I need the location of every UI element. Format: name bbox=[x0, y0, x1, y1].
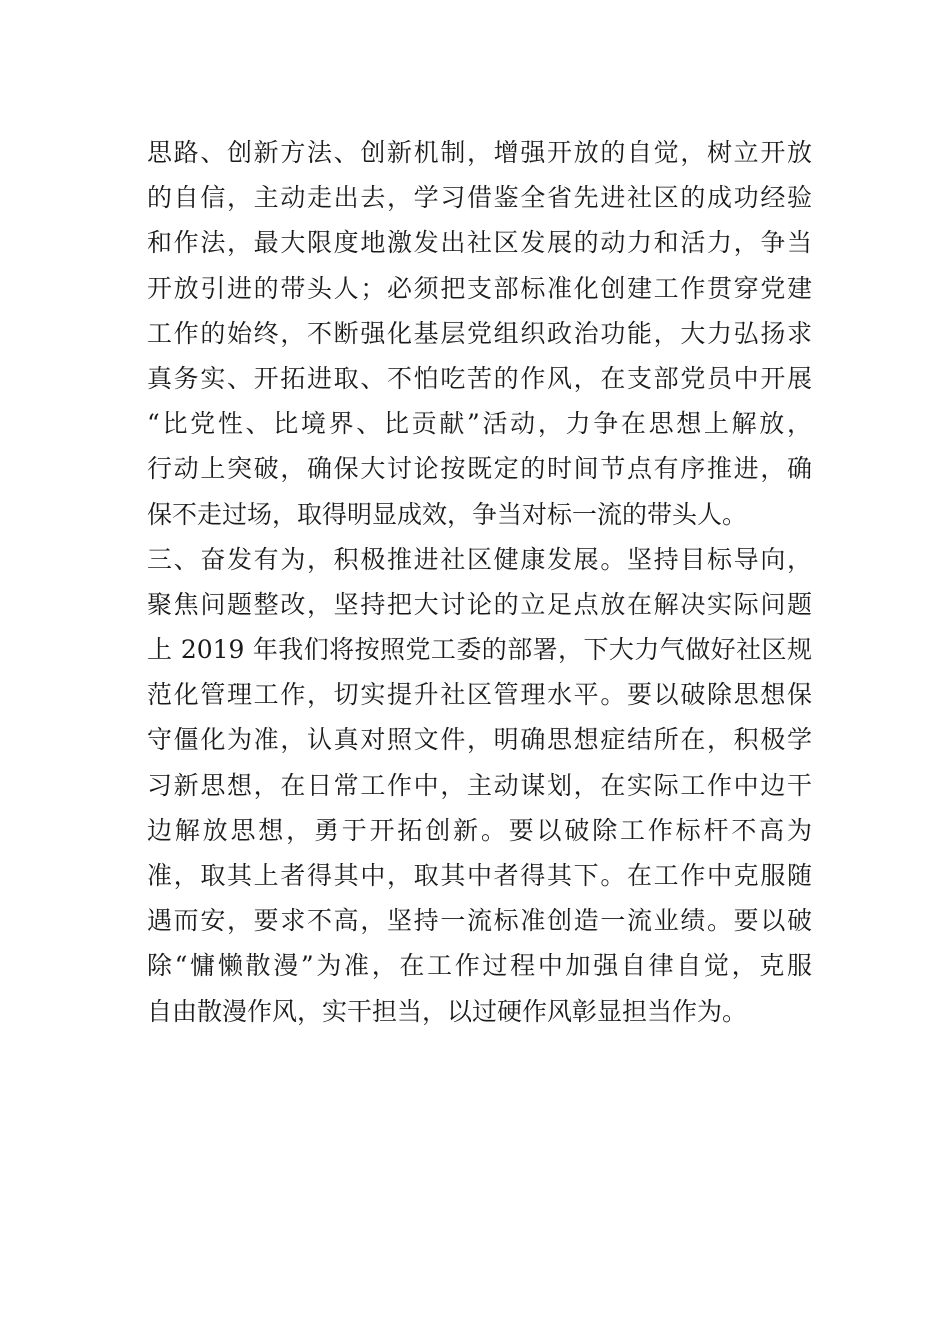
text-line: 聚焦问题整改，坚持把大讨论的立足点放在解决实际问题 bbox=[147, 589, 812, 619]
text-line: 真务实、开拓进取、不怕吃苦的作风，在支部党员中开展 bbox=[147, 363, 812, 393]
text-line: 和作法，最大限度地激发出社区发展的动力和活力，争当 bbox=[147, 228, 812, 258]
text-line: 工作的始终，不断强化基层党组织政治功能，大力弘扬求 bbox=[147, 318, 812, 348]
text-line: 上 2019 年我们将按照党工委的部署，下大力气做好社区规 bbox=[147, 635, 812, 665]
text-line: 开放引进的带头人；必须把支部标准化创建工作贯穿党建 bbox=[147, 273, 812, 303]
text-line: 保不走过场，取得明显成效，争当对标一流的带头人。 bbox=[147, 499, 748, 529]
body-text bbox=[147, 130, 812, 1034]
text-line: “比党性、比境界、比贡献”活动，力争在思想上解放， bbox=[147, 409, 812, 439]
text-line: 思路、创新方法、创新机制，增强开放的自觉，树立开放 bbox=[147, 138, 812, 167]
text-line: 守僵化为准，认真对照文件，明确思想症结所在，积极学 bbox=[147, 725, 812, 755]
text-line: 遇而安，要求不高，坚持一流标准创造一流业绩。要以破 bbox=[147, 906, 812, 936]
text-line: 的自信，主动走出去，学习借鉴全省先进社区的成功经验 bbox=[147, 183, 812, 213]
text-line: 范化管理工作，切实提升社区管理水平。要以破除思想保 bbox=[147, 680, 812, 710]
text-line: 自由散漫作风，实干担当，以过硬作风彰显担当作为。 bbox=[147, 996, 748, 1026]
text-line: 行动上突破，确保大讨论按既定的时间节点有序推进，确 bbox=[147, 454, 812, 484]
text-line: 准，取其上者得其中，取其中者得其下。在工作中克服随 bbox=[147, 861, 812, 890]
text-line: 除“慵懒散漫”为准，在工作过程中加强自律自觉，克服 bbox=[147, 951, 812, 981]
text-line: 习新思想，在日常工作中，主动谋划，在实际工作中边干 bbox=[147, 770, 812, 800]
text-line: 边解放思想，勇于开拓创新。要以破除工作标杆不高为 bbox=[147, 815, 812, 845]
section-heading-line: 三、奋发有为，积极推进社区健康发展。坚持目标导向， bbox=[147, 544, 812, 574]
